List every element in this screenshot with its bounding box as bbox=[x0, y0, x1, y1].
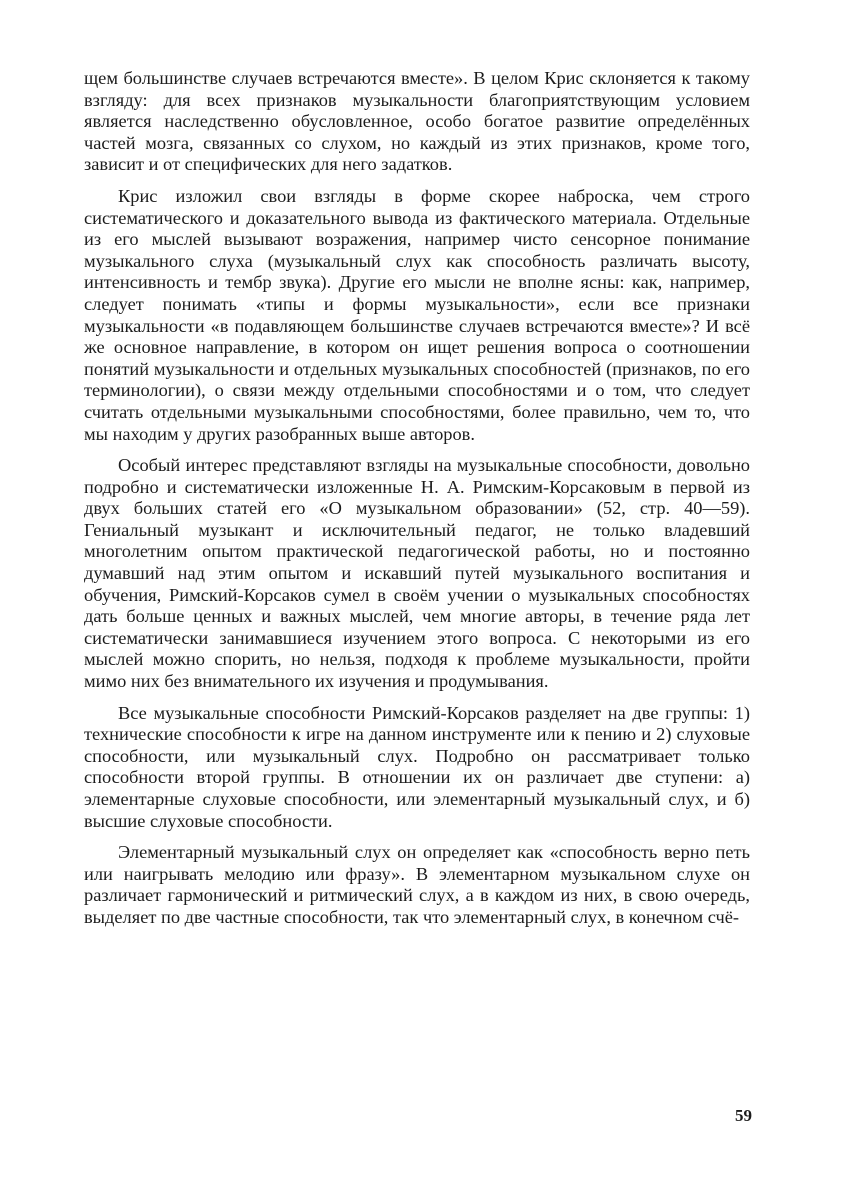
page-number: 59 bbox=[735, 1106, 752, 1125]
paragraph-4: Все музыкальные способности Римский-Корсаков разделяет на две группы: 1) технические способности к игре на данном инструменте или к пению и 2) слуховые способности, или музыкальный слух. Подробно он рассматривает только способности второй группы. В отношении их он различает две ступени: а) элементарные слуховые способности, или элементарный музыкальный слух, и б) высшие слуховые способности. bbox=[84, 702, 750, 831]
paragraph-2: Крис изложил свои взгляды в форме скорее наброска, чем строго систематического и доказательного вывода из фактического материала. Отдельные из его мыслей вызывают возражения, например чисто сенсорное понимание музыкального слуха (музыкальный слух как способность различать высоту, интенсивность и тембр звука). Другие его мысли не вполне ясны: как, например, следует понимать «типы и формы музыкальности», если все признаки музыкальности «в подавляющем большинстве случаев встречаются вместе»? И всё же основное направление, в котором он ищет решения вопроса о соотношении понятий музыкальности и отдельных музыкальных способностей (признаков, по его терминологии), о связи между отдельными способностями и о том, что следует считать отдельными музыкальными способностями, более правильно, чем то, что мы находим у других разобранных выше авторов. bbox=[84, 185, 750, 444]
paragraph-3: Особый интерес представляют взгляды на музыкальные способности, довольно подробно и систематически изложенные Н. А. Римским-Корсаковым в первой из двух больших статей его «О музыкальном образовании» (52, стр. 40—59). Гениальный музыкант и исключительный педагог, не только владевший многолетним опытом практической педагогической работы, но и постоянно думавший над этим опытом и искавший путей музыкального воспитания и обучения, Римский-Корсаков сумел в своём учении о музыкальных способностях дать больше ценных и важных мыслей, чем многие авторы, в течение ряда лет систематически занимавшиеся изучением этого вопроса. С некоторыми из его мыслей можно спорить, но нельзя, подходя к проблеме музыкальности, пройти мимо них без внимательного их изучения и продумывания. bbox=[84, 455, 750, 692]
paragraph-5: Элементарный музыкальный слух он определяет как «способность верно петь или наигрывать мелодию или фразу». В элементарном музыкальном слухе он различает гармонический и ритмический слух, а в каждом из них, в свою очередь, выделяет по две частные способности, так что элементарный слух, в конечном счё- bbox=[84, 842, 750, 927]
paragraph-1: щем большинстве случаев встречаются вместе». В целом Крис склоняется к такому взгляду: для всех признаков музыкальности благоприятствующим условием является наследственно обусловленное, особо богатое развитие определённых частей мозга, связанных со слухом, но каждый из этих признаков, кроме того, зависит и от специфических для него задатков. bbox=[84, 68, 750, 175]
page-body bbox=[84, 68, 750, 929]
